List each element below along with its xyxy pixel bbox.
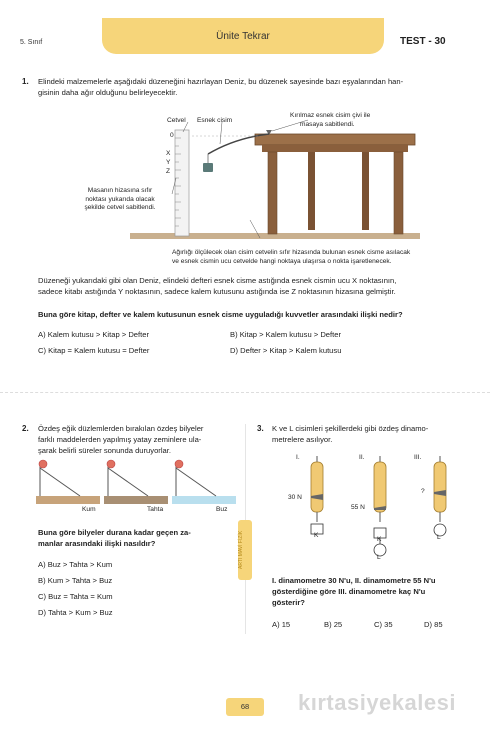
ball	[107, 460, 115, 468]
q1-option-c[interactable]: C) Kitap = Kalem kutusu = Defter	[38, 346, 150, 355]
weight-note: Ağırlığı ölçülecek olan cisim cetvelin sıfır hizasında bulunan esnek cisme asılacak ve esnek cismin ucu cetvelde hangi noktaya ulaşırsa o nokta işaretlenecek.	[172, 249, 411, 265]
table-leg	[394, 152, 403, 234]
surface-ice-label: Buz	[216, 506, 228, 513]
q1-option-a[interactable]: A) Kalem kutusu > Kitap > Defter	[38, 330, 150, 339]
ramp-wood	[104, 460, 168, 504]
ruler-note: Masanın hizasına sıfır noktası yukarıda olacak şekilde cetvel sabitlendi.	[84, 187, 156, 211]
q2-stem: Özdeş eğik düzlemlerden bırakılan özdeş bilyeler farklı maddelerden yapılmış yatay zeminlere ula- şarak belirli süreler sonunda duruyorlar.	[38, 424, 204, 455]
z-mark: Z	[166, 168, 171, 175]
reading-3: ?	[421, 488, 425, 495]
table-apron	[262, 145, 408, 152]
q1-option-d[interactable]: D) Defter > Kitap > Kalem kutusu	[230, 346, 342, 355]
zero-mark: 0	[170, 132, 174, 139]
x-mark: X	[166, 150, 171, 157]
page-number: 68	[226, 698, 264, 716]
watermark: kırtasiyekalesi	[298, 690, 456, 715]
dynamometer-3	[434, 456, 446, 536]
dyn-2-label: II.	[359, 454, 365, 461]
object-l-label: L	[377, 554, 381, 561]
test-number: TEST - 30	[400, 36, 446, 47]
surface-wood-label: Tahta	[147, 506, 164, 513]
q1-number: 1.	[22, 77, 29, 86]
q3-option-b[interactable]: B) 25	[324, 620, 343, 629]
section-divider	[0, 392, 490, 393]
table-leg	[308, 152, 315, 230]
q3-question: I. dinamometre 30 N'u, II. dinamometre 55 N'u gösterdiğine göre III. dinamometre kaç N'u gösterir?	[272, 576, 436, 607]
object-l-label: L	[437, 534, 441, 541]
q1-paragraph: Düzeneği yukarıdaki gibi olan Deniz, elindeki defteri esnek cisme astığında esnek cismin ucu X noktasının, sadece kitabı astığında Y noktasının, sadece kalem kutusunu astığında ise Z noktasının hizasına gelmiştir.	[38, 276, 397, 296]
q3-dynamometers-figure	[280, 452, 470, 572]
q1-question: Buna göre kitap, defter ve kalem kutusunun esnek cisme uyguladığı kuvvetler arasındaki ilişki nedir?	[38, 310, 403, 319]
q1-option-b[interactable]: B) Kitap > Kalem kutusu > Defter	[230, 330, 342, 339]
q3-stem: K ve L cisimleri şekillerdeki gibi özdeş dinamo- metrelere asılıyor.	[272, 424, 429, 444]
q2-question: Buna göre bilyeler durana kadar geçen za- manlar arasındaki ilişki nasıldır?	[38, 528, 191, 548]
table-leg	[268, 152, 277, 234]
q2-option-d[interactable]: D) Tahta > Kum > Buz	[38, 608, 113, 617]
q2-number: 2.	[22, 424, 29, 433]
q3-option-c[interactable]: C) 35	[374, 620, 393, 629]
page-title: Ünite Tekrar	[216, 31, 270, 42]
q1-stem: Elindeki malzemelerle aşağıdaki düzeneğini hazırlayan Deniz, bu düzenek sayesinde bazı eşyalarından han- gisinin daha ağır olduğunu belirleyecektir.	[38, 77, 404, 97]
q2-ramps-figure	[36, 458, 236, 512]
y-mark: Y	[166, 159, 171, 166]
fixed-note: Kırılmaz esnek cisim çivi ile masaya sabitlendi.	[290, 112, 371, 128]
reading-2: 55 N	[351, 504, 365, 511]
table-leg	[362, 152, 369, 230]
reading-1: 30 N	[288, 494, 302, 501]
ball	[39, 460, 47, 468]
dyn-3-label: III.	[414, 454, 422, 461]
ramp-ice	[172, 460, 236, 504]
ball	[175, 460, 183, 468]
ruler-label: Cetvel	[167, 117, 186, 124]
q2-option-c[interactable]: C) Buz = Tahta = Kum	[38, 592, 113, 601]
q2-option-a[interactable]: A) Buz > Tahta > Kum	[38, 560, 113, 569]
q3-option-a[interactable]: A) 15	[272, 620, 291, 629]
q3-number: 3.	[257, 424, 264, 433]
q3-option-d[interactable]: D) 85	[424, 620, 443, 629]
q2-option-b[interactable]: B) Kum > Tahta > Buz	[38, 576, 113, 585]
side-tag: ARTI MAVİ FİZİK	[238, 520, 252, 580]
ramp-sand	[36, 460, 100, 504]
hanging-weight	[203, 163, 213, 172]
table-top	[255, 134, 415, 145]
object-k-label: K	[314, 532, 319, 539]
grade-label: 5. Sınıf	[20, 39, 43, 46]
dyn-1-label: I.	[296, 454, 300, 461]
dynamometer-1	[311, 456, 323, 534]
object-k-label: K	[377, 536, 382, 543]
elastic-label: Esnek cisim	[197, 117, 233, 124]
surface-sand-label: Kum	[82, 506, 96, 513]
